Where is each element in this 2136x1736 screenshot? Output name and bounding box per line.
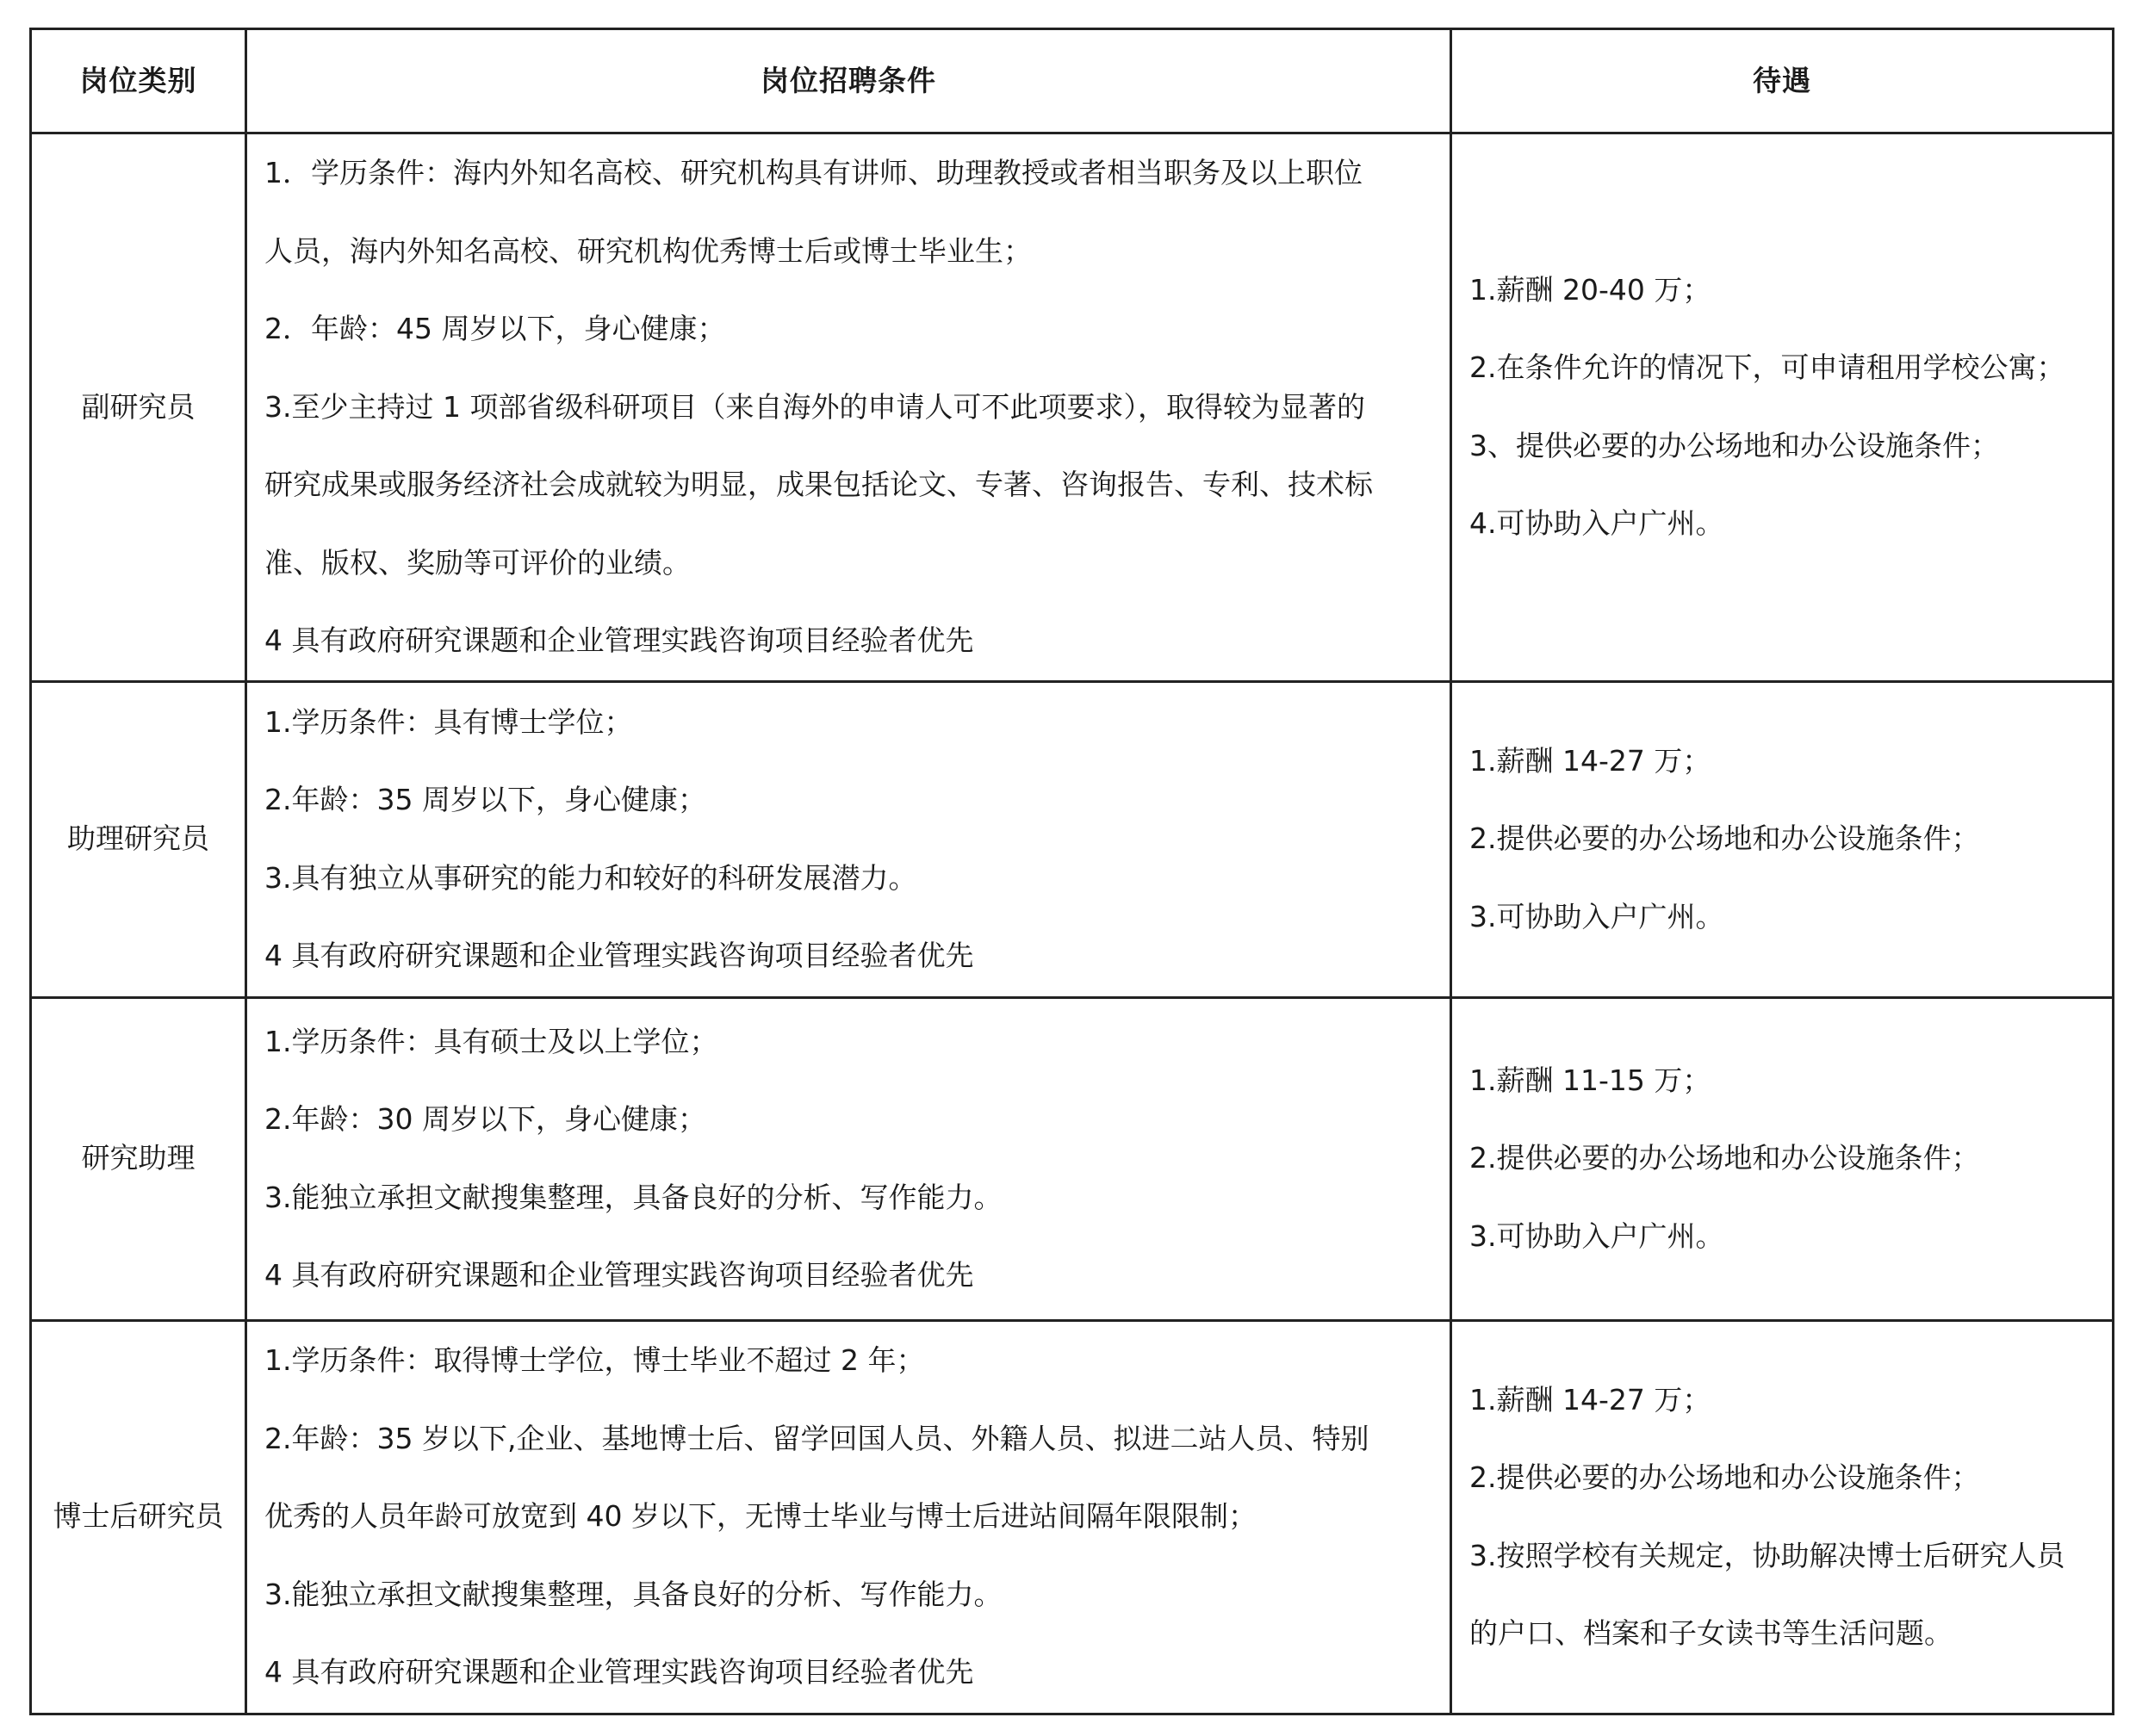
condition-line: 3.至少主持过 1 项部省级科研项目（来自海外的申请人可不此项要求），取得较为显著的 <box>264 389 1365 424</box>
condition-line: 3.能独立承担文献搜集整理，具备良好的分析、写作能力。 <box>264 1577 1003 1611</box>
benefits-cell <box>1451 997 2114 1320</box>
benefit-line: 2.在条件允许的情况下，可申请租用学校公寓； <box>1469 350 2065 385</box>
benefit-line: 2.提供必要的办公场地和办公设施条件； <box>1469 1460 1980 1494</box>
benefits-cell <box>1451 133 2114 682</box>
condition-line: 1．学历条件：海内外知名高校、研究机构具有讲师、助理教授或者相当职务及以上职位 <box>264 156 1363 189</box>
condition-line: 2.年龄：35 岁以下,企业、基地博士后、留学回国人员、外籍人员、拟进二站人员、特别 <box>264 1421 1369 1455</box>
condition-line: 优秀的人员年龄可放宽到 40 岁以下，无博士毕业与博士后进站间隔年限限制； <box>264 1499 1257 1534</box>
table-row <box>31 997 2114 1320</box>
condition-line: 3.能独立承担文献搜集整理，具备良好的分析、写作能力。 <box>264 1180 1003 1214</box>
benefits-cell <box>1451 681 2114 997</box>
header-row <box>31 29 2114 133</box>
benefits-cell <box>1451 1320 2114 1714</box>
condition-line: 2.年龄：30 周岁以下，身心健康； <box>264 1102 706 1136</box>
condition-line: 4 具有政府研究课题和企业管理实践咨询项目经验者优先 <box>264 1258 974 1292</box>
condition-line: 2．年龄：45 周岁以下，身心健康； <box>264 312 726 345</box>
benefit-line: 3.按照学校有关规定，协助解决博士后研究人员 <box>1469 1538 2065 1572</box>
conditions-cell <box>246 681 1451 997</box>
benefit-line: 4.可协助入户广州。 <box>1469 506 1724 541</box>
table-row <box>31 1320 2114 1714</box>
header-conditions: 岗位招聘条件 <box>246 29 1451 133</box>
benefit-line: 1.薪酬 11-15 万； <box>1469 1063 1711 1097</box>
condition-line: 1.学历条件：取得博士学位，博士毕业不超过 2 年； <box>264 1343 925 1378</box>
condition-line: 4 具有政府研究课题和企业管理实践咨询项目经验者优先 <box>264 623 974 657</box>
table-row <box>31 681 2114 997</box>
category-cell: 助理研究员 <box>31 681 246 997</box>
conditions-cell <box>246 133 1451 682</box>
benefit-line: 1.薪酬 20-40 万； <box>1469 272 1711 307</box>
condition-line: 研究成果或服务经济社会成就较为明显，成果包括论文、专著、咨询报告、专利、技术标 <box>264 468 1373 501</box>
header-category: 岗位类别 <box>31 29 246 133</box>
condition-line: 准、版权、奖励等可评价的业绩。 <box>264 545 691 580</box>
condition-line: 人员，海内外知名高校、研究机构优秀博士后或博士毕业生； <box>264 233 1032 268</box>
table-row <box>31 133 2114 682</box>
benefit-line: 3.可协助入户广州。 <box>1469 1218 1724 1253</box>
benefit-line: 3、提供必要的办公场地和办公设施条件； <box>1469 428 1999 462</box>
condition-line: 1.学历条件：具有博士学位； <box>264 704 633 739</box>
header-benefits: 待遇 <box>1451 29 2114 133</box>
condition-line: 1.学历条件：具有硕士及以上学位； <box>264 1024 718 1058</box>
conditions-cell <box>246 997 1451 1320</box>
benefit-line: 2.提供必要的办公场地和办公设施条件； <box>1469 1141 1980 1175</box>
condition-line: 2.年龄：35 周岁以下，身心健康； <box>264 783 706 816</box>
benefit-line: 3.可协助入户广州。 <box>1469 899 1724 933</box>
benefit-line: 2.提供必要的办公场地和办公设施条件； <box>1469 822 1980 856</box>
category-cell: 副研究员 <box>31 133 246 682</box>
category-cell: 博士后研究员 <box>31 1320 246 1714</box>
recruitment-table <box>29 28 2114 1715</box>
category-cell: 研究助理 <box>31 997 246 1320</box>
condition-line: 4 具有政府研究课题和企业管理实践咨询项目经验者优先 <box>264 1655 974 1690</box>
benefit-line: 1.薪酬 14-27 万； <box>1469 743 1711 778</box>
benefit-line: 的户口、档案和子女读书等生活问题。 <box>1469 1616 1953 1650</box>
benefit-line: 1.薪酬 14-27 万； <box>1469 1382 1711 1417</box>
condition-line: 3.具有独立从事研究的能力和较好的科研发展潜力。 <box>264 860 917 895</box>
conditions-cell <box>246 1320 1451 1714</box>
condition-line: 4 具有政府研究课题和企业管理实践咨询项目经验者优先 <box>264 939 974 972</box>
